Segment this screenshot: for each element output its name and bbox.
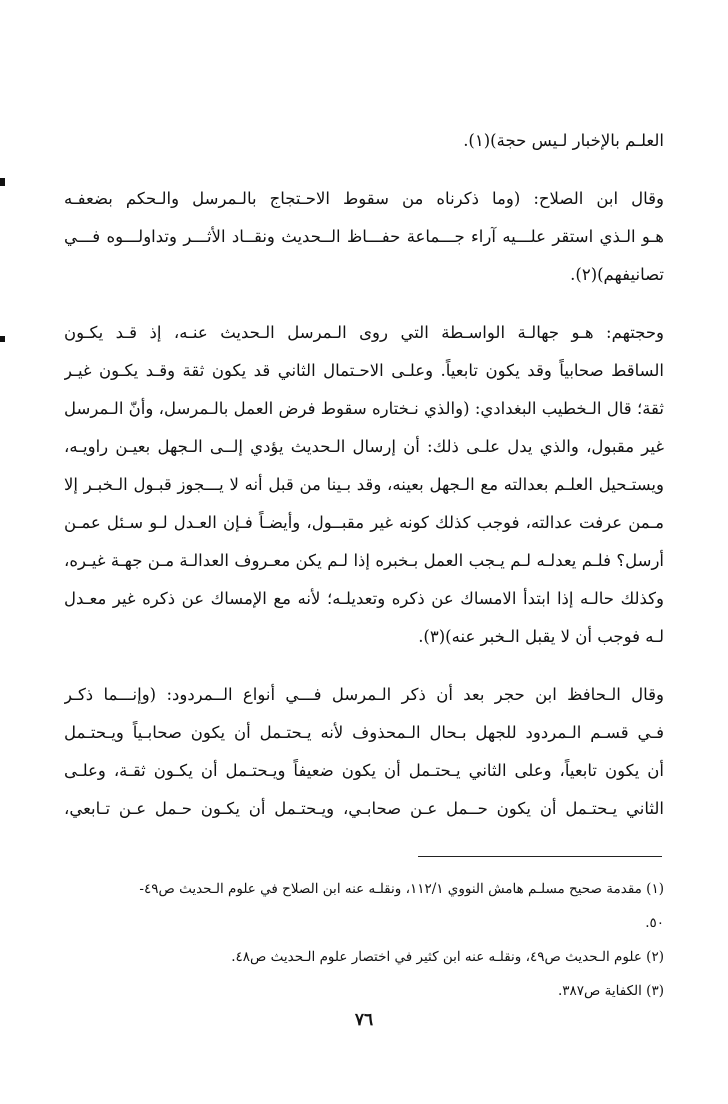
text-line: هـو الـذي استقر علـــيه آراء جـــماعة حفـــاظ الــحديث ونقــاد الأثـــر وتداولـــوه فـــي xyxy=(64,227,664,246)
margin-mark-top xyxy=(0,178,5,186)
text-line: لـه فوجب أن لا يقبل الـخبر عنه)(٣). xyxy=(418,627,664,646)
footnotes xyxy=(64,872,664,1008)
text-line: أرسل؟ فلـم يعدلـه لـم يـجب العمل بـخبره إذا لـم يكن معـروف العدالـة مـن جهـة غيـره، xyxy=(64,551,664,570)
text-line: وحجتهم: هـو جهالـة الواسـطة التي روى الـمرسل الـحديث عنـه، إذ قـد يكـون xyxy=(64,323,664,342)
text-line: وكذلك حالـه إذا ابتدأ الامساك عن ذكره وتعديلـه؛ لأنه مع الإمساك عن ذكره غير معـدل xyxy=(64,589,664,608)
body-text xyxy=(64,122,664,828)
margin-mark-middle xyxy=(0,336,5,342)
text-line: أن يكون تابعياً، وعلى الثاني يـحتـمل أن يكون ضعيفاً ويـحتـمل أن يكـون ثقـة، وعلـى xyxy=(64,761,664,780)
paragraph xyxy=(64,122,664,160)
text-line: تصانيفهم)(٢). xyxy=(570,265,664,284)
text-line: الثاني يـحتـمل أن يكون حــمل عـن صحابـي، ويـحتـمل أن يكـون حـمل عـن تـابعي، xyxy=(64,799,664,818)
paragraph xyxy=(64,676,664,828)
text-line: فـي قسـم الـمردود للجهل بـحال الـمحذوف لأنه يـحتـمل أن يكون صحابـياً ويـحتـمل xyxy=(64,723,664,742)
text-line: ثقة؛ قال الـخطيب البغدادي: (والذي نـختاره سقوط فرض العمل بالـمرسل، وأنّ الـمرسل xyxy=(64,399,664,418)
text-line: ويستـحيل العلـم بعدالته مع الـجهل بعينه، وقد بـينا من قبل أنه لا يـــجوز قبـول الـخبـر إلا xyxy=(64,475,664,494)
text-line: مـمن عرفت عدالته، فوجب كذلك كونه غير مقبــول، وأيضـاً فـإن العـدل لـو سـئل عمـن xyxy=(64,513,664,532)
page-number: ٧٦ xyxy=(354,1010,374,1030)
footnote-divider xyxy=(418,856,662,857)
text-line: وقال ابن الصلاح: (وما ذكرناه من سقوط الاحـتجاج بالـمرسل والـحكم بضعفـه xyxy=(64,189,664,208)
paragraph xyxy=(64,180,664,294)
footnote-line: (١) مقدمة صحيح مسلـم هامش النووي ١١٢/١، ونقلـه عنه ابن الصلاح في علوم الـحديث ص٤٩- xyxy=(139,881,664,897)
text-line: العلـم بالإخبار لـيس حجة)(١). xyxy=(463,131,664,150)
footnote-line: (٣) الكفاية ص٣٨٧. xyxy=(557,983,664,999)
text-line: الساقط صحابياً وقد يكون تابعياً. وعلـى الاحـتمال الثاني قد يكون ثقة وقـد يكـون غيـر xyxy=(64,361,664,380)
text-line: غير مقبول، والذي يدل علـى ذلك: أن إرسال الـحديث يؤدي إلــى الـجهل بعيـن راويـه، xyxy=(64,437,664,456)
text-line: وقال الـحافظ ابن حجر بعد أن ذكر الـمرسل فـــي أنواع الــمردود: (وإنـــما ذكـر xyxy=(64,685,664,704)
footnote-line: (٢) علوم الـحديث ص٤٩، ونقلـه عنه ابن كثير في اختصار علوم الـحديث ص٤٨. xyxy=(231,949,664,965)
paragraph xyxy=(64,314,664,656)
footnote-line: ٥٠. xyxy=(645,915,664,931)
